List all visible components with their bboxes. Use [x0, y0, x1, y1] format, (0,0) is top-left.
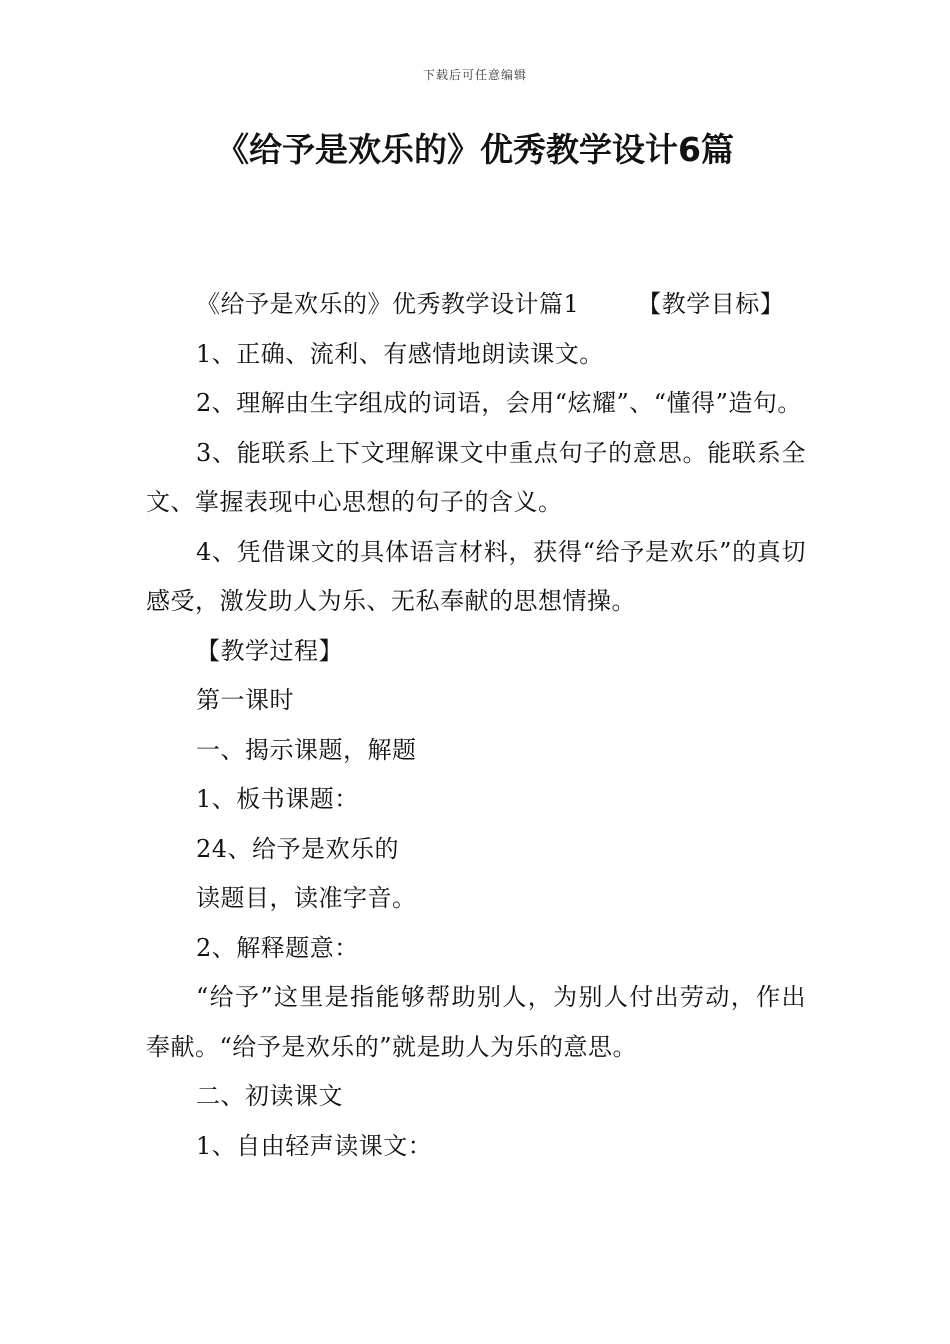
header-note: 下载后可任意编辑	[422, 68, 527, 82]
paragraph: 2、理解由生字组成的词语，会用“炫耀”、“懂得”造句。	[196, 389, 802, 417]
section-heading-tag: 【教学目标】	[637, 290, 785, 318]
paragraph: 2、解释题意：	[196, 933, 359, 962]
paragraph: 1、正确、流利、有感情地朗读课文。	[196, 339, 604, 368]
section-heading: 《给予是欢乐的》优秀教学设计篇1	[196, 290, 580, 318]
paragraph: 二、初读课文	[196, 1082, 343, 1110]
paragraph: 第一课时	[196, 686, 294, 714]
paragraph: 【教学过程】	[196, 636, 343, 665]
section-heading-line	[146, 280, 806, 330]
paragraph: 3、能联系上下文理解课文中重点句子的意思。能联系全文、掌握表现中心思想的句子的含义。	[146, 438, 806, 516]
paragraph: 读题目，读准字音。	[196, 884, 417, 912]
paragraph: 1、自由轻声读课文：	[196, 1131, 433, 1160]
paragraph: 一、揭示课题，解题	[196, 735, 417, 764]
paragraph: “给予”这里是指能够帮助别人，为别人付出劳动，作出奉献。“给予是欢乐的”就是助人为乐的意思。	[146, 983, 806, 1061]
paragraph: 24、给予是欢乐的	[196, 834, 400, 863]
paragraph: 4、凭借课文的具体语言材料，获得“给予是欢乐”的真切感受，激发助人为乐、无私奉献的思想情操。	[146, 537, 806, 615]
document-body	[146, 280, 806, 1171]
document-title: 《给予是欢乐的》优秀教学设计6篇	[216, 130, 734, 169]
paragraph: 1、板书课题：	[196, 785, 359, 813]
